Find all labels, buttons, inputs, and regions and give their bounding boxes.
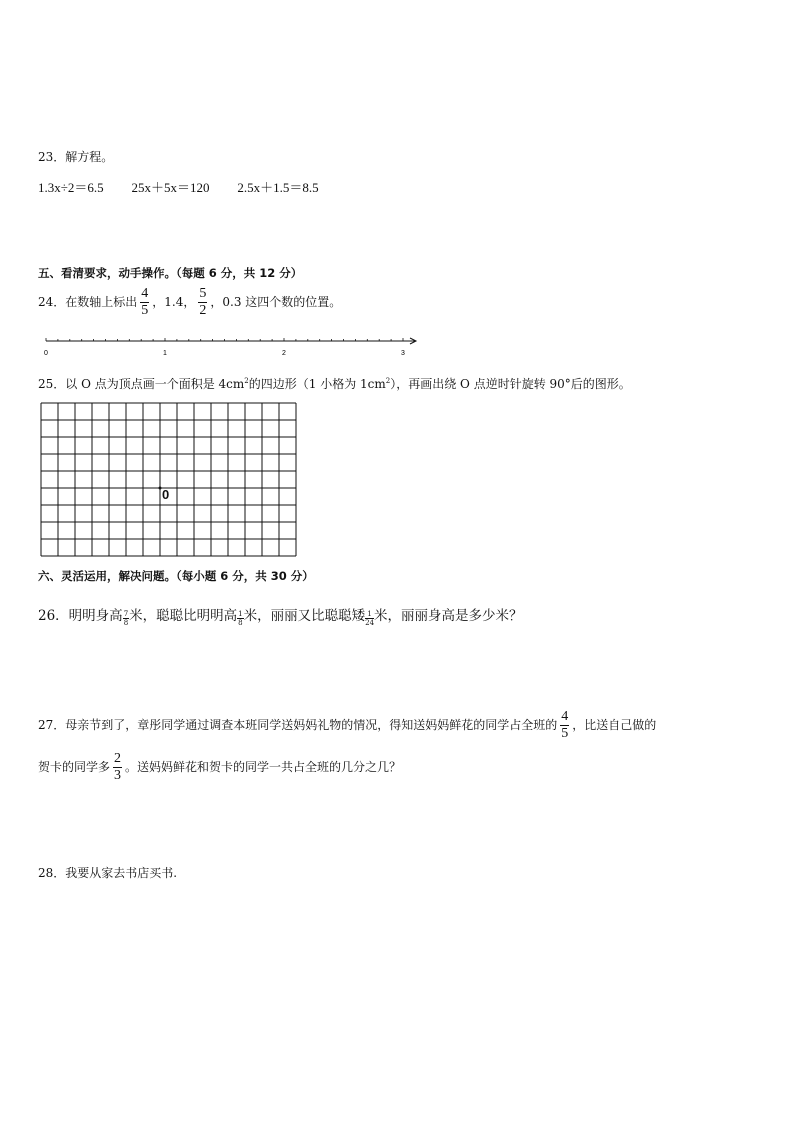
q26-part-1: 26．明明身高 — [38, 608, 123, 624]
equation-3: 2.5x＋1.5＝8.5 — [237, 180, 319, 195]
q23-label-text: 23．解方程。 — [38, 150, 114, 164]
frac-denominator: 5 — [141, 303, 149, 318]
fraction-2-3 — [113, 752, 122, 783]
q27-line1-text: 27．母亲节到了，章彤同学通过调查本班同学送妈妈礼物的情况，得知送妈妈鲜花的同学占全班的 — [38, 718, 558, 732]
q25-text-b: 的四边形（1 小格为 1cm — [248, 377, 386, 391]
section-5-heading: 五、看清要求，动手操作。（每题 6 分，共 12 分） — [38, 266, 303, 280]
question-23-equations — [38, 177, 343, 196]
fraction-1-24 — [365, 611, 374, 627]
frac-denominator: 8 — [238, 618, 243, 627]
fraction-7-8 — [123, 611, 129, 627]
equation-2: 25x＋5x＝120 — [131, 180, 210, 195]
q24-mid: ，1.4， — [152, 295, 196, 309]
section-6-heading: 六、灵活运用，解决问题。（每小题 6 分，共 30 分） — [38, 569, 314, 583]
frac-numerator: 7 — [123, 609, 129, 618]
frac-numerator: 5 — [199, 286, 207, 301]
frac-numerator: 2 — [114, 751, 122, 766]
q24-prefix: 24．在数轴上标出 — [38, 295, 138, 309]
q25-sup-2: 2 — [385, 377, 391, 385]
question-23-label — [38, 148, 113, 165]
number-line-label: 1 — [163, 350, 167, 357]
question-25 — [38, 375, 631, 392]
number-line-label: 0 — [44, 350, 48, 357]
number-line-label: 2 — [282, 350, 286, 357]
q24-suffix: ，0.3 这四个数的位置。 — [210, 295, 342, 309]
q25-text-a: 25．以 O 点为顶点画一个面积是 4cm — [38, 377, 245, 391]
fraction-1-8 — [237, 611, 243, 627]
number-line-label: 3 — [401, 350, 405, 357]
square-grid[interactable] — [40, 402, 300, 560]
origin-label: 0 — [162, 487, 170, 502]
equation-1: 1.3x÷2＝6.5 — [38, 180, 104, 195]
question-28-label: 28．我要从家去书店买书. — [38, 866, 178, 880]
frac-numerator: 4 — [141, 286, 149, 301]
frac-denominator: 8 — [123, 618, 129, 627]
frac-denominator: 3 — [114, 768, 122, 783]
fraction-4-5 — [140, 287, 149, 318]
q26-part-4: 米，丽丽身高是多少米？ — [374, 608, 523, 624]
question-27-line-2 — [38, 752, 401, 783]
question-26 — [38, 604, 523, 625]
fraction-5-2 — [198, 287, 207, 318]
frac-numerator: 4 — [561, 709, 569, 724]
question-27-line-1 — [38, 710, 656, 741]
frac-numerator: 1 — [238, 609, 243, 618]
frac-numerator: 1 — [365, 611, 374, 619]
frac-denominator: 2 — [199, 303, 207, 318]
q26-part-2: 米，聪聪比明明高 — [129, 608, 238, 624]
q27-line2-end: 。送妈妈鲜花和贺卡的同学一共占全班的几分之几？ — [125, 760, 402, 774]
q26-part-3: 米，丽丽又比聪聪矮 — [243, 608, 366, 624]
frac-denominator: 24 — [365, 618, 375, 627]
number-line — [36, 333, 426, 363]
q27-line1-end: ，比送自己做的 — [572, 718, 657, 732]
fraction-4-5 — [560, 710, 569, 741]
question-24 — [38, 287, 341, 318]
frac-denominator: 5 — [561, 726, 569, 741]
q25-text-c: ），再画出绕 O 点逆时针旋转 90°后的图形。 — [390, 377, 631, 391]
q25-sup-1: 2 — [244, 377, 249, 385]
q27-line2-text: 贺卡的同学多 — [38, 760, 111, 774]
